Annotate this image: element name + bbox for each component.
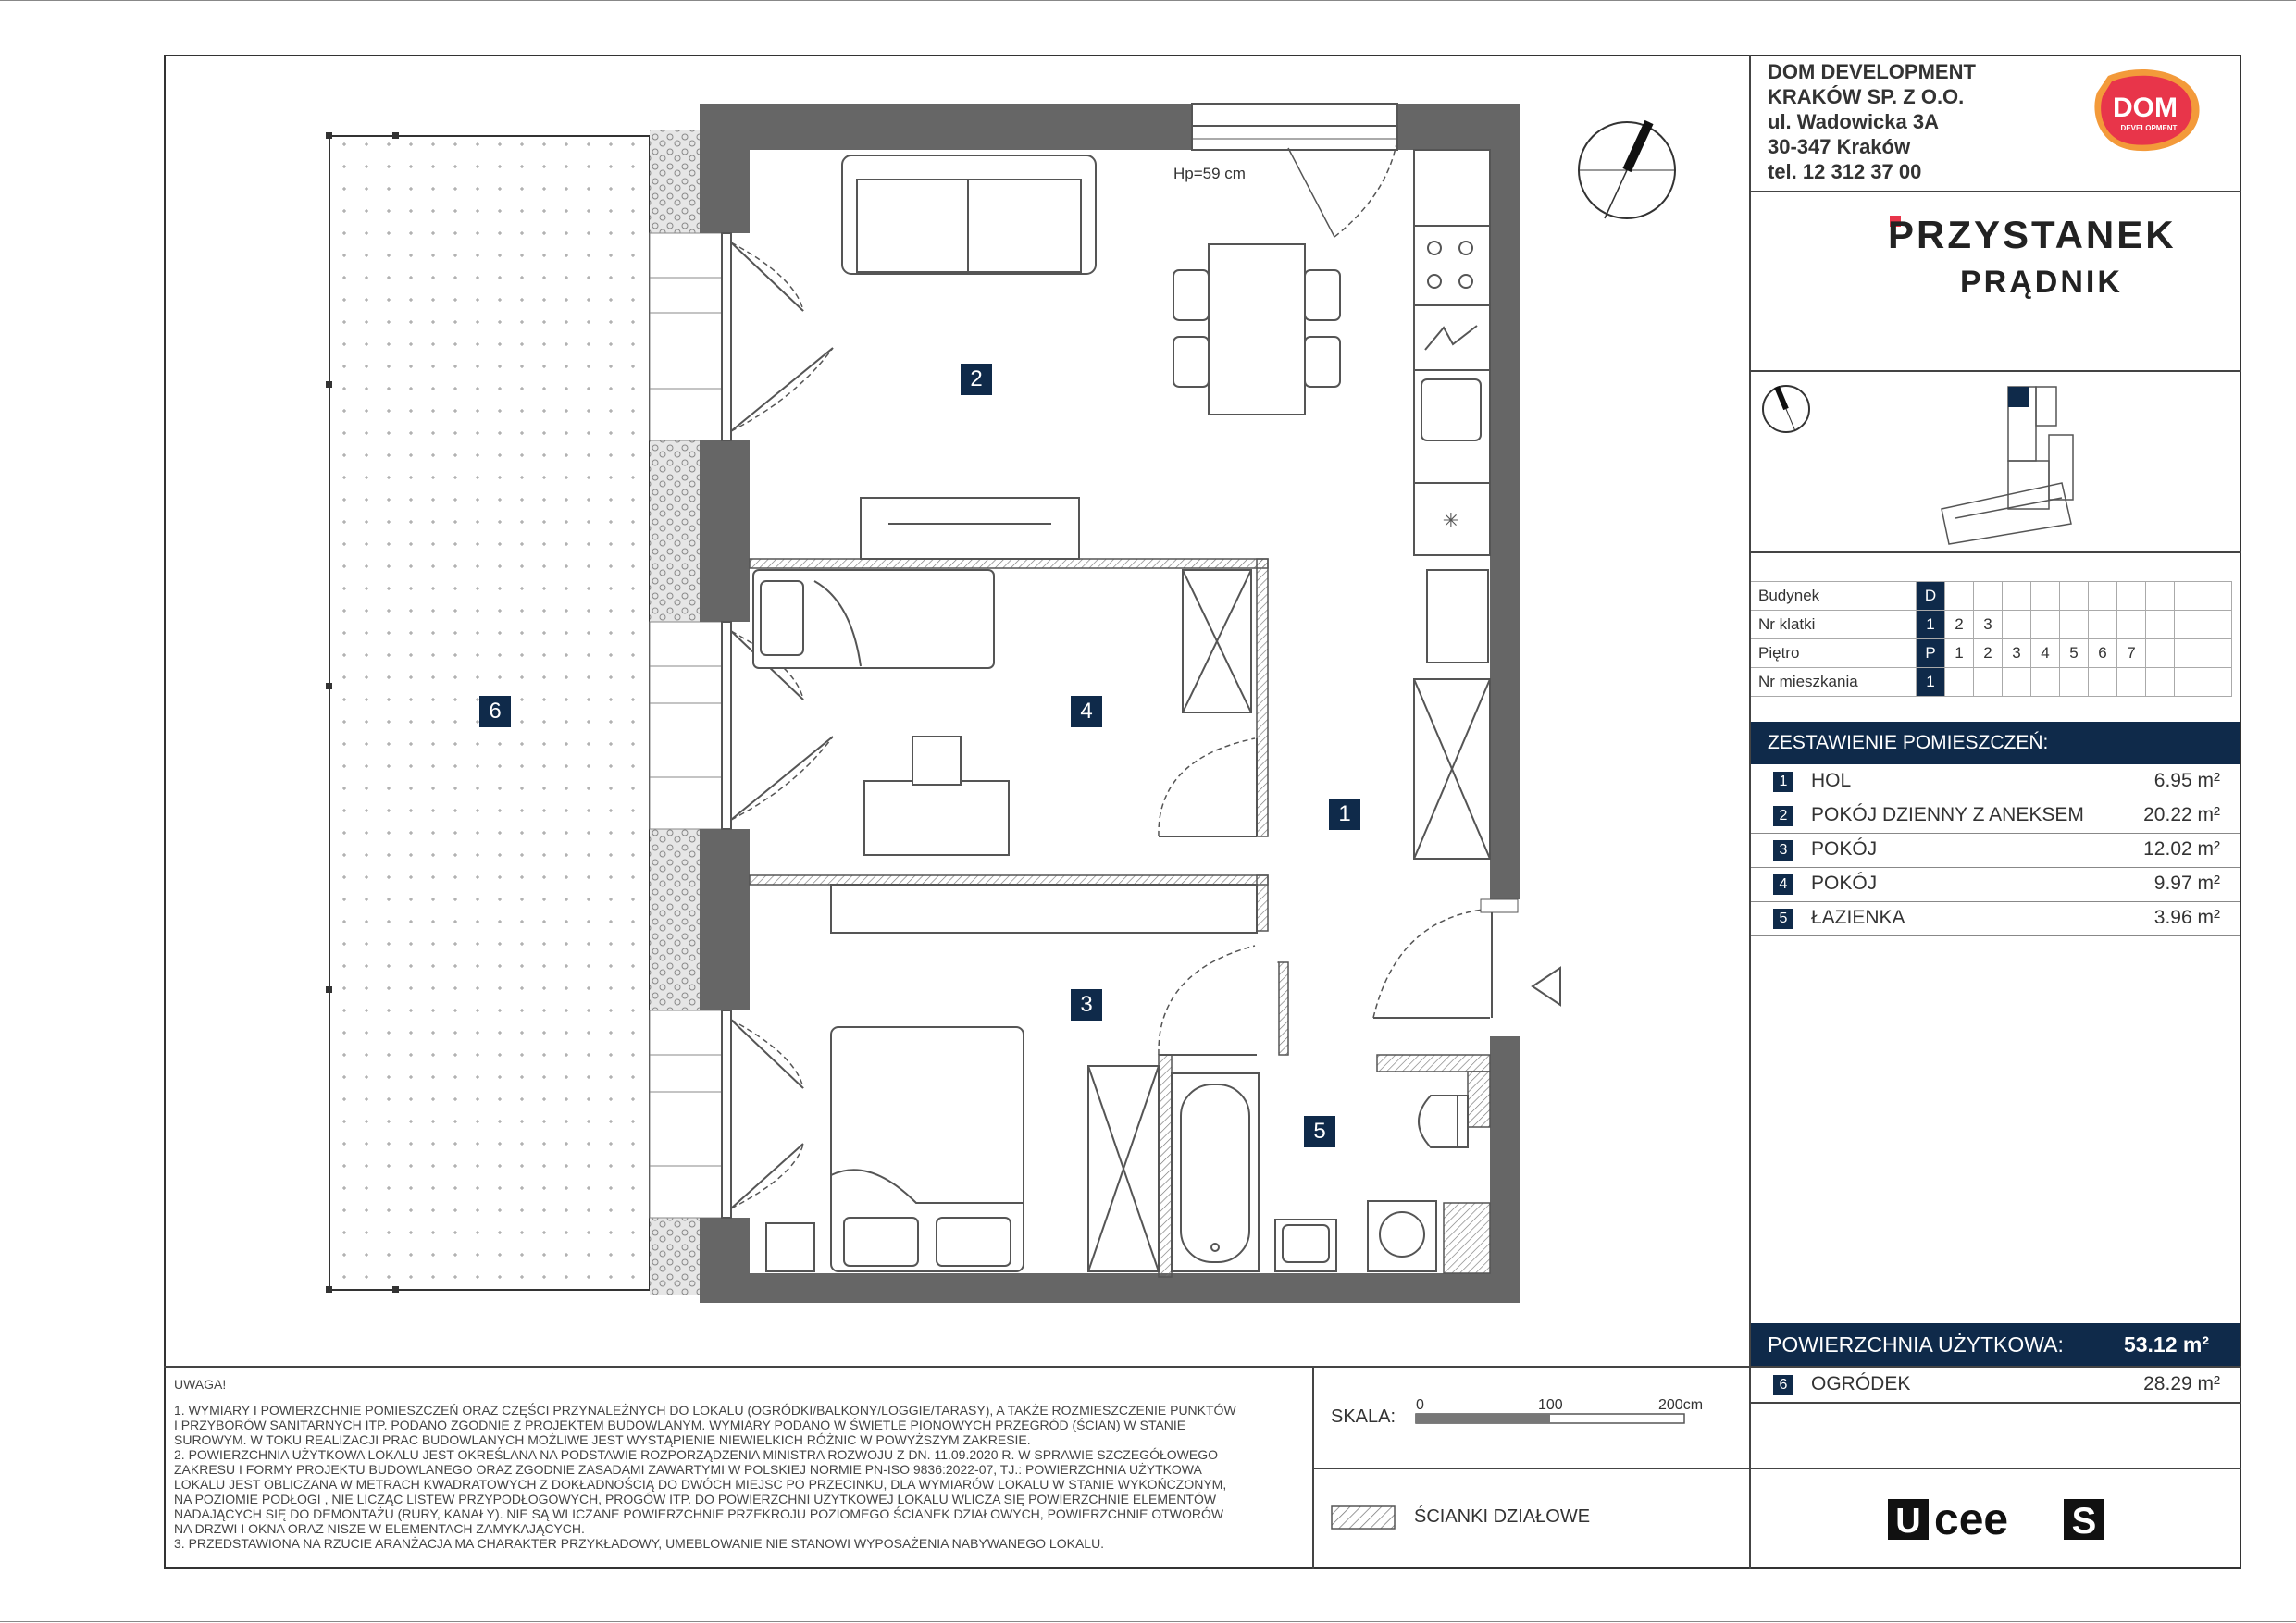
svg-text:✳: ✳ — [1442, 510, 1460, 533]
room-number: 2 — [1773, 806, 1793, 826]
key-plan — [1756, 379, 2201, 555]
room-row — [1751, 833, 2240, 868]
company-city-line: KRAKÓW SP. Z O.O. — [1768, 85, 1965, 108]
svg-text:S: S — [2071, 1501, 2097, 1542]
properties-cell — [2175, 611, 2203, 639]
note-line: NA DRZWI I OKNA ORAZ NISZE W ELEMENTACH ZAMYKAJĄCYCH. — [174, 1521, 585, 1536]
room-number: 1 — [1773, 772, 1793, 792]
scale-tick-0: 0 — [1416, 1397, 1424, 1413]
room-tag-3: 3 — [1071, 989, 1102, 1021]
properties-row — [1751, 639, 2232, 668]
properties-cell — [2146, 668, 2175, 697]
bed-room-4 — [753, 570, 1251, 855]
window-sill-height: Hp=59 cm — [1173, 165, 1246, 182]
properties-cell — [2146, 582, 2175, 611]
properties-cell — [2089, 611, 2117, 639]
properties-cell: 4 — [2031, 639, 2060, 668]
properties-cell — [2175, 582, 2203, 611]
properties-cell — [2060, 668, 2089, 697]
company-street: ul. Wadowicka 3A — [1768, 110, 1940, 133]
svg-text:DEVELOPMENT: DEVELOPMENT — [2120, 124, 2178, 132]
properties-cell: 5 — [2060, 639, 2089, 668]
svg-text:U: U — [1895, 1502, 1921, 1541]
properties-cell — [2031, 582, 2060, 611]
room-tag-4: 4 — [1071, 696, 1102, 727]
properties-cell — [2031, 668, 2060, 697]
room-number: 4 — [1773, 874, 1793, 895]
garden-name: OGRÓDEK — [1811, 1373, 1911, 1394]
room-row — [1751, 799, 2240, 834]
room-row — [1751, 867, 2240, 902]
room-name: HOL — [1811, 770, 1852, 791]
room-row — [1751, 764, 2240, 799]
scale-tick-100: 100 — [1538, 1397, 1563, 1413]
room-row — [1751, 901, 2240, 936]
usable-area-value: 53.12 m² — [2123, 1332, 2209, 1357]
svg-text:DOM: DOM — [2113, 93, 2178, 123]
properties-cell — [1945, 582, 1974, 611]
company-name: DOM DEVELOPMENT — [1768, 60, 1976, 83]
room-area: 20.22 m² — [2143, 804, 2220, 825]
properties-cell — [2031, 611, 2060, 639]
divider — [1749, 1468, 2241, 1469]
divider — [1749, 1402, 2241, 1404]
properties-cell: P — [1917, 639, 1945, 668]
properties-cell: 2 — [1974, 639, 2003, 668]
scale-bar — [1412, 1395, 1718, 1432]
usable-area-label: POWIERZCHNIA UŻYTKOWA: — [1768, 1332, 2064, 1357]
company-address — [1768, 59, 1976, 184]
room-name: POKÓJ — [1811, 838, 1878, 860]
properties-cell — [2060, 582, 2089, 611]
properties-cell — [2003, 668, 2031, 697]
room-area: 6.95 m² — [2153, 770, 2220, 791]
room-tag-5: 5 — [1304, 1116, 1335, 1147]
properties-cell — [2003, 611, 2031, 639]
bathroom-fixtures — [1088, 1066, 1468, 1271]
properties-cell — [2117, 668, 2146, 697]
properties-cell — [2146, 639, 2175, 668]
room-area: 12.02 m² — [2143, 838, 2220, 860]
room-name: POKÓJ — [1811, 873, 1878, 894]
properties-cell: 1 — [1945, 639, 1974, 668]
properties-cell: 1 — [1917, 668, 1945, 697]
properties-row-label: Nr klatki — [1751, 611, 1917, 639]
garden-number: 6 — [1773, 1375, 1793, 1395]
properties-cell — [2146, 611, 2175, 639]
sofa — [842, 155, 1096, 274]
properties-cell — [2203, 611, 2232, 639]
properties-cell — [2117, 611, 2146, 639]
svg-text:cee: cee — [1934, 1495, 2009, 1544]
properties-cell — [2089, 582, 2117, 611]
properties-row — [1751, 582, 2232, 611]
company-postcode: 30-347 Kraków — [1768, 135, 1911, 158]
properties-cell — [2003, 582, 2031, 611]
room-name: POKÓJ DZIENNY Z ANEKSEM — [1811, 804, 2084, 825]
note-line: 3. PRZEDSTAWIONA NA RZUCIE ARANŻACJA MA CHARAKTER PRZYKŁADOWY, UMEBLOWANIE NIE STANOWI WYPOSAŻENIA NABYWANEGO LOKALU. — [174, 1536, 1105, 1551]
ucees-logo — [1888, 1492, 2110, 1547]
properties-cell — [1974, 668, 2003, 697]
notes — [174, 1377, 1285, 1551]
properties-cell — [2117, 582, 2146, 611]
partition-walls-label: ŚCIANKI DZIAŁOWE — [1414, 1506, 1591, 1527]
note-line: 1. WYMIARY I POWIERZCHNIE POMIESZCZEŃ ORAZ CZĘŚCI PRZYNALEŻNYCH DO LOKALU (OGRÓDKI/BALKONY/LOGGIE/TARASY), A TAKŻE ROZMIESZCZENIE PUNKTÓW — [174, 1403, 1236, 1418]
properties-row — [1751, 668, 2232, 697]
mini-compass-icon — [1763, 386, 1809, 432]
room-tag-6: 6 — [479, 696, 511, 727]
properties-cell: 1 — [1917, 611, 1945, 639]
room-area: 9.97 m² — [2153, 873, 2220, 894]
room-tag-2: 2 — [961, 364, 992, 395]
properties-cell — [2203, 639, 2232, 668]
properties-cell: 3 — [2003, 639, 2031, 668]
properties-cell — [2089, 668, 2117, 697]
note-line: ZAKRESU I FORMY PROJEKTU BUDOWLANEGO ORAZ ZGODNIE ZASADAMI ZAWARTYMI W POLSKIEJ NORMIE PN-ISO 9836:2022-07, TJ.: POWIERZCHNIA UŻYTKOWA — [174, 1462, 1202, 1477]
entrance-arrow-icon — [1533, 968, 1560, 1005]
scale-tick-200: 200cm — [1658, 1397, 1704, 1413]
properties-cell — [1945, 668, 1974, 697]
rooms-summary-header: ZESTAWIENIE POMIESZCZEŃ: — [1751, 722, 2240, 764]
properties-cell: 2 — [1945, 611, 1974, 639]
project-name-line2: PRĄDNIK — [1960, 265, 2123, 300]
room-name: ŁAZIENKA — [1811, 907, 1905, 928]
divider — [1312, 1468, 1751, 1469]
bottom-edge — [0, 1621, 2296, 1622]
garden-area: 28.29 m² — [2143, 1373, 2220, 1394]
properties-cell — [2175, 668, 2203, 697]
note-line: 2. POWIERZCHNIA UŻYTKOWA LOKALU JEST OKREŚLANA NA PODSTAWIE ROZPORZĄDZENIA MINISTRA ROZWOJU Z DN. 11.09.2020 R. W SPRAWIE SZCZEGÓŁOWEGO — [174, 1447, 1218, 1462]
note-line: LOKALU JEST OBLICZANA W METRACH KWADRATOWYCH Z DOKŁADNOŚCIĄ DO DWÓCH MIEJSC PO PRZECINKU, DLA WYMIARÓW LOKALU W STANIE WYKOŃCZONYM, — [174, 1477, 1227, 1492]
usable-area-bar — [1751, 1323, 2240, 1366]
scale-label: SKALA: — [1331, 1406, 1396, 1427]
note-line: SUROWYM. W TOKU REALIZACJI PRAC BUDOWLANYCH MOŻLIWE JEST WYSTĄPIENIE NIEWIELKICH RÓŻNIC W POWYŻSZYM ZAKRESIE. — [174, 1432, 1031, 1447]
properties-row — [1751, 611, 2232, 639]
properties-row-label: Budynek — [1751, 582, 1917, 611]
tv-unit — [861, 498, 1079, 559]
properties-row-label: Nr mieszkania — [1751, 668, 1917, 697]
note-line: NADAJĄCYCH SIĘ DO DEMONTAŻU (RURY, KANAŁY). NIE SĄ WLICZANE POWIERZCHNIE PRZEKROJU POZIOMEGO ŚCIANEK DZIAŁOWYCH, POWIERZCHNIE OTWORÓW — [174, 1506, 1224, 1521]
room-area: 3.96 m² — [2153, 907, 2220, 928]
apartment-properties-table — [1751, 581, 2232, 697]
properties-cell: 3 — [1974, 611, 2003, 639]
notes-title: UWAGA! — [174, 1377, 227, 1392]
dining-table — [1173, 244, 1340, 415]
room-number: 3 — [1773, 840, 1793, 861]
properties-cell: 6 — [2089, 639, 2117, 668]
room-tag-1: 1 — [1329, 799, 1360, 830]
note-line: I PRZYBORÓW SANITARNYCH ITP. PODANO ZGODNIE Z PROJEKTEM BUDOWLANYM. WYMIARY PODANO W ŚWIETLE PIONOWYCH PRZEGRÓD (ŚCIAN) W STANIE — [174, 1418, 1186, 1432]
compass-icon — [1579, 122, 1675, 218]
properties-cell — [2203, 582, 2232, 611]
properties-cell — [1974, 582, 2003, 611]
properties-cell: D — [1917, 582, 1945, 611]
dom-development-logo — [2090, 67, 2204, 155]
properties-cell — [2175, 639, 2203, 668]
divider — [1749, 370, 2241, 372]
garden-row — [1751, 1368, 2240, 1402]
properties-cell — [2060, 611, 2089, 639]
company-phone: tel. 12 312 37 00 — [1768, 160, 1922, 183]
kitchen-counter — [1414, 150, 1490, 859]
partition-walls-swatch — [1331, 1505, 1397, 1532]
note-line: NA POZIOMIE PODŁOGI , NIE LICZĄC LISTEW PRZYPODŁOGOWYCH, PROGÓW ITP. DO POWIERZCHNI UŻYTKOWEJ LOKALU WLICZA SIĘ POWIERZCHNIE ELEMENTÓW — [174, 1492, 1217, 1506]
project-name-line1: PRZYSTANEK — [1888, 213, 2177, 256]
properties-row-label: Piętro — [1751, 639, 1917, 668]
properties-cell — [2203, 668, 2232, 697]
divider — [1749, 191, 2241, 192]
properties-cell: 7 — [2117, 639, 2146, 668]
bed-room-3 — [766, 1027, 1024, 1271]
room-number: 5 — [1773, 909, 1793, 929]
